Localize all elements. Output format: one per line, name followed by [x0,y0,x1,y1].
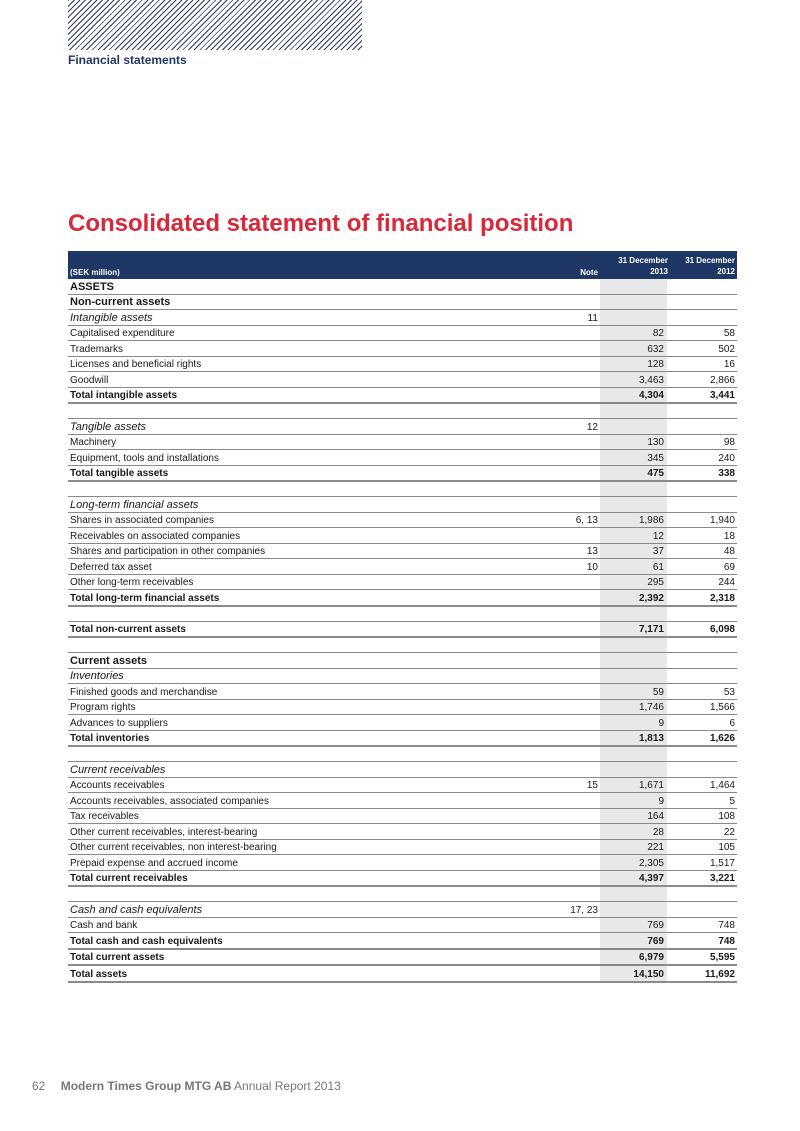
cell-v2012: 1,464 [709,780,735,791]
cell-label: Current receivables [70,763,166,776]
cell-v2013: 221 [647,842,664,853]
cell-v2013: 4,397 [638,873,664,884]
column-2013-date: 31 December [618,256,668,265]
cell-v2012: 3,221 [709,873,735,884]
spacer-row [68,404,737,419]
cell-v2012: 2,318 [709,592,735,604]
cell-label: Finished goods and merchandise [70,686,218,698]
cell-label: Cash and bank [70,920,138,931]
cell-label: Total inventories [70,733,150,744]
cell-v2013: 37 [652,546,664,557]
cell-note: 17, 23 [570,904,598,916]
table-row [68,684,737,700]
cell-v2012: 5 [729,795,735,807]
cell-label: Machinery [70,437,117,448]
cell-label: Trademarks [70,343,123,355]
cell-v2012: 58 [723,328,735,339]
cell-v2012: 1,566 [709,702,735,713]
cell-v2013: 7,171 [638,624,664,635]
cell-v2012: 5,595 [709,952,735,963]
cell-label: Total assets [70,968,128,980]
table-row [68,295,737,311]
table-row [68,700,737,716]
cell-v2013: 59 [652,686,664,698]
cell-v2013: 1,813 [638,733,664,744]
cell-v2012: 98 [723,437,735,448]
cell-label: Tangible assets [70,420,147,433]
cell-label: Receivables on associated companies [70,530,241,542]
cell-v2012: 1,626 [709,733,735,744]
total-row [68,731,737,748]
cell-label: Total intangible assets [70,390,178,401]
section-title: Financial statements [68,53,187,67]
table-body [68,279,737,983]
table-row [68,341,737,357]
cell-label: Deferred tax asset [70,561,152,573]
cell-label: Long-term financial assets [70,498,199,511]
report-name: Annual Report 2013 [234,1079,341,1093]
cell-label: Other current receivables, interest-bearing [70,826,258,838]
cell-v2012: 338 [718,468,735,479]
cell-label: Tax receivables [70,811,139,822]
cell-label: Accounts receivables, associated companies [70,795,269,807]
cell-v2013: 9 [658,795,664,807]
cell-v2013: 2,305 [638,857,664,869]
table-row [68,778,737,794]
cell-v2013: 4,304 [638,390,664,401]
cell-v2013: 769 [647,935,664,947]
table-row [68,435,737,451]
cell-label: Cash and cash equivalents [70,903,203,916]
cell-v2013: 82 [652,328,664,339]
table-row [68,824,737,840]
cell-v2012: 748 [718,935,735,947]
cell-v2012: 748 [718,920,735,931]
cell-v2012: 18 [723,530,735,542]
total-row [68,388,737,405]
cell-label: Licenses and beneficial rights [70,359,202,370]
cell-v2012: 11,692 [704,968,735,980]
table-row [68,902,737,918]
column-2012-year: 2012 [717,267,735,276]
cell-v2013: 12 [652,530,664,542]
cell-label: Program rights [70,702,136,713]
cell-v2013: 130 [647,437,664,448]
cell-v2012: 240 [718,452,735,464]
cell-label: Shares in associated companies [70,515,214,526]
cell-v2012: 69 [723,561,735,573]
cell-label: Prepaid expense and accrued income [70,857,238,869]
cell-label: Accounts receivables [70,780,165,791]
cell-v2012: 48 [723,546,735,557]
financial-position-table [68,251,737,983]
cell-v2012: 105 [718,842,735,853]
column-2013-year: 2013 [650,267,668,276]
spacer-row [68,638,737,653]
cell-v2012: 1,517 [709,857,735,869]
cell-v2013: 475 [647,468,664,479]
cell-v2012: 22 [723,826,735,838]
cell-v2012: 108 [718,811,735,822]
cell-v2013: 295 [647,577,664,588]
table-row [68,372,737,388]
cell-label: Other current receivables, non interest-bearing [70,842,277,853]
total-row [68,933,737,950]
cell-v2012: 2,866 [709,374,735,386]
cell-label: Total long-term financial assets [70,592,220,604]
cell-v2013: 345 [647,452,664,464]
cell-v2013: 769 [647,920,664,931]
cell-label: Goodwill [70,374,109,386]
column-header-2013 [600,255,668,277]
total-row [68,871,737,888]
column-header-2012 [668,255,735,277]
table-row [68,793,737,809]
table-header [68,251,737,279]
table-row [68,497,737,513]
cell-note: 15 [586,780,598,791]
total-row [68,466,737,483]
spacer-row [68,887,737,902]
cell-note: 11 [587,312,598,324]
cell-v2012: 1,940 [709,515,735,526]
cell-v2013: 28 [652,826,664,838]
cell-label: ASSETS [70,280,115,293]
cell-v2013: 2,392 [638,592,664,604]
cell-v2013: 1,986 [638,515,664,526]
table-row [68,840,737,856]
cell-v2013: 164 [647,811,664,822]
cell-note: 13 [586,546,598,557]
table-row [68,279,737,295]
cell-v2012: 244 [718,577,735,588]
cell-v2012: 502 [718,343,735,355]
cell-label: Shares and participation in other companies [70,546,266,557]
cell-v2012: 6,098 [709,624,735,635]
cell-v2013: 3,463 [638,374,664,386]
table-row [68,559,737,575]
table-row [68,450,737,466]
table-row [68,715,737,731]
cell-note: 12 [586,421,598,433]
cell-v2013: 6,979 [638,952,664,963]
spacer-row [68,747,737,762]
cell-v2013: 61 [652,561,664,573]
cell-v2013: 9 [658,717,664,729]
table-row [68,419,737,435]
spacer-row [68,607,737,622]
column-2012-date: 31 December [685,256,735,265]
cell-label: Intangible assets [70,311,153,324]
page-title: Consolidated statement of financial position [68,210,574,237]
cell-note: 6, 13 [575,515,598,526]
table-row [68,528,737,544]
table-row [68,669,737,685]
cell-label: Current assets [70,654,148,667]
cell-label: Total current receivables [70,873,188,884]
unit-label: (SEK million) [70,268,120,277]
cell-v2013: 1,746 [638,702,664,713]
cell-label: Non-current assets [70,296,171,308]
company-name: Modern Times Group MTG AB [60,1079,232,1093]
total-row [68,950,737,967]
cell-label: Other long-term receivables [70,577,194,588]
table-row [68,513,737,529]
note-column-header: Note [580,268,598,277]
spacer-row [68,482,737,497]
table-row [68,544,737,560]
cell-v2012: 6 [729,717,735,729]
cell-note: 10 [586,561,598,573]
total-row [68,966,737,983]
cell-label: Advances to suppliers [70,717,168,729]
cell-label: Capitalised expenditure [70,328,175,339]
page-number: 62 [32,1079,46,1093]
cell-v2013: 128 [647,359,664,370]
cell-label: Total current assets [70,952,165,963]
total-row [68,622,737,639]
cell-v2012: 53 [723,686,735,698]
page-footer [32,1079,341,1093]
cell-v2012: 3,441 [709,390,735,401]
cell-label: Total non-current assets [70,624,186,635]
cell-label: Inventories [70,670,124,682]
table-row [68,326,737,342]
table-row [68,762,737,778]
cell-v2013: 14,150 [633,968,664,980]
cell-label: Equipment, tools and installations [70,452,219,464]
cell-label: Total cash and cash equivalents [70,935,223,947]
cell-v2013: 1,671 [638,780,664,791]
table-row [68,855,737,871]
total-row [68,590,737,607]
cell-label: Total tangible assets [70,468,169,479]
table-row [68,357,737,373]
cell-v2013: 632 [647,343,664,355]
table-row [68,310,737,326]
table-row [68,575,737,591]
table-row [68,653,737,669]
table-row [68,809,737,825]
table-row [68,918,737,934]
cell-v2012: 16 [723,359,735,370]
header-hatch-pattern [68,0,362,50]
